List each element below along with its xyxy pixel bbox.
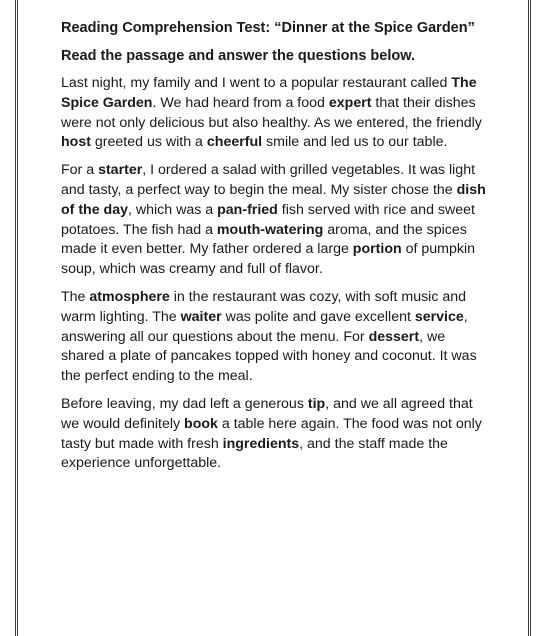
key-term: cheerful — [206, 134, 263, 151]
passage-text: a table here again. The food was not only tasty but made with fresh — [61, 415, 482, 452]
passage-text: . We had heard from a food — [152, 94, 329, 111]
key-term: dessert — [368, 328, 420, 345]
document-title: Reading Comprehension Test: “Dinner at the Spice Garden” — [61, 20, 475, 36]
passage-text: The — [61, 288, 90, 305]
passage-text: , we shared a plate of pancakes topped with honey and coconut. It was the perfect ending to the meal. — [61, 328, 477, 385]
key-term: The Spice Garden — [61, 75, 477, 111]
passage-text: Before leaving, my dad left a generous — [61, 395, 308, 412]
passage-paragraph-1 — [61, 74, 489, 153]
passage-text: smile and led us to our table. — [262, 134, 448, 151]
key-term: tip — [307, 395, 326, 412]
key-term: host — [61, 134, 91, 151]
key-term: book — [184, 415, 218, 432]
key-term: waiter — [180, 308, 222, 325]
passage-text: fish served with rice and sweet potatoes. The fish had a — [61, 201, 475, 238]
key-term: expert — [328, 94, 372, 111]
key-term: mouth-watering — [216, 221, 324, 238]
passage-text: Last night, my family and I went to a popular restaurant called — [61, 75, 452, 91]
key-term: service — [414, 308, 464, 325]
passage-text: For a — [61, 162, 99, 179]
passage-text: , answering all our questions about the menu. For — [61, 308, 468, 345]
key-term: atmosphere — [89, 288, 170, 305]
passage-text: , and the staff made the experience unforgettable. — [61, 435, 448, 472]
key-term: pan-fried — [217, 201, 278, 218]
passage-paragraph-4 — [61, 395, 489, 474]
passage-text: that their dishes were not only delicious but also healthy. As we entered, the friendly — [61, 94, 482, 131]
passage-text: of pumpkin soup, which was creamy and full of flavor. — [61, 241, 475, 278]
passage-paragraph-2 — [61, 161, 489, 280]
passage-text: in the restaurant was cozy, with soft music and warm lighting. The — [61, 288, 467, 325]
passage-paragraph-3 — [61, 288, 489, 387]
passage-text: , I ordered a salad with grilled vegetables. It was light and tasty, a perfect way to begin the meal. My sister chose the — [61, 162, 476, 198]
key-term: starter — [98, 162, 143, 179]
key-term: dish of the day — [61, 181, 486, 218]
passage-text: greeted us with a — [90, 134, 207, 151]
key-term: ingredients — [222, 435, 300, 452]
key-term: portion — [352, 241, 402, 258]
passage-text: , which was a — [128, 201, 218, 218]
instructions: Read the passage and answer the questions below. — [61, 48, 415, 64]
passage-text: aroma, and the spices made it even better. My father ordered a large — [61, 221, 467, 258]
passage-text: was polite and gave excellent — [221, 308, 415, 325]
passage-text: , and we all agreed that we would definitely — [61, 395, 473, 432]
document-body — [61, 18, 489, 482]
